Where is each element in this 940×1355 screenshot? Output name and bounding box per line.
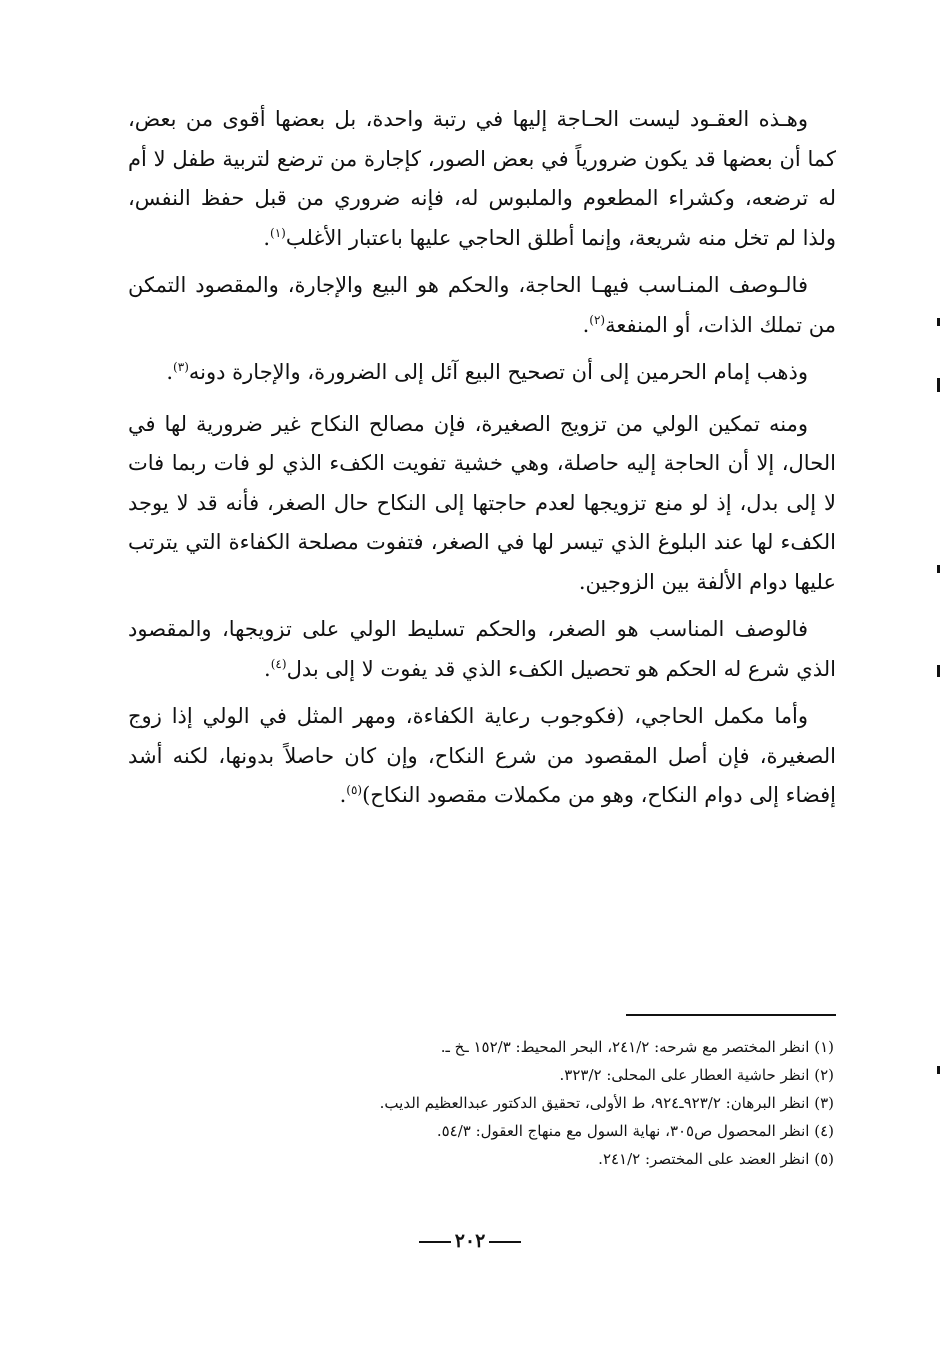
paragraph-4: ومنه تمكين الولي من تزويج الصغيرة، فإن مصالح النكاح غير ضرورية لها في الحال، إلا أن الحاجة إليه حاصلة، وهي خشية تفويت الكفء الذي لو فات ربما فات لا إلى بدل، إذ لو منع تزويجها لعدم حاجتها إلى النكاح حال الصغر، فأنه قد لا يوجد الكفء لها عند البلوغ الذي تيسر لها في الصغر، فتفوت مصلحة الكفاءة التي يترتب عليها دوام الألفة بين الزوجين. [128, 411, 836, 594]
footnote-ref-1[interactable]: (١) [270, 225, 286, 240]
paragraph-6: وأما مكمل الحاجي، (فكوجوب رعاية الكفاءة، ومهر المثل في الولي إذا زوج الصغيرة، فإن أصل المقصود من شرع النكاح، وإن كان حاصلاً بدونها، لكنه أشد إفضاء إلى دوام النكاح، وهو من مكملات مقصود النكاح)$^{(٥)}$. [128, 704, 836, 807]
page-number: ٢٠٢ [0, 1230, 940, 1252]
footnote-2: (٢) انظر حاشية العطار على المحلى: ٣٢٣/٢. [559, 1066, 834, 1084]
footnote-ref-3[interactable]: (٣) [173, 360, 189, 374]
footnote-3: (٣) انظر البرهان: ٩٢٣/٢ـ٩٢٤، ط الأولى، تحقيق الدكتور عبدالعظيم الديب. [379, 1094, 834, 1112]
footnote-4: (٤) انظر المحصول ص٣٠٥، نهاية السول مع منهاج العقول: ٥٤/٣. [436, 1122, 834, 1140]
footnote-separator [626, 1014, 836, 1016]
page-number-dash-left [419, 1241, 451, 1243]
page-number-dash-right [489, 1241, 521, 1243]
paragraph-2: فالـوصف المنـاسب فيهـا الحاجة، والحكم هو البيع والإجارة، والمقصود التمكن من تملك الذات، أو المنفعة$^{(٢)}$. [128, 273, 836, 337]
footnote-ref-2[interactable]: (٢) [589, 312, 606, 327]
paragraph-5: فالوصف المناسب هو الصغر، والحكم تسليط الولي على تزويجها، والمقصود الذي شرع له الحكم هو تحصيل الكفء الذي قد يفوت لا إلى بدل$^{(٤)}$. [128, 617, 836, 681]
footnotes [128, 1033, 834, 1173]
paragraph-3: وذهب إمام الحرمين إلى أن تصحيح البيع آئل إلى الضرورة، والإجارة دونه$^{(٣)}$. [166, 360, 808, 384]
footnote-ref-5[interactable]: (٥) [346, 783, 363, 797]
paragraph-1: وهـذه العقـود ليست الحـاجة إليها في رتبة واحدة، بل بعضها أقوى من بعض، كما أن بعضها قد يكون ضرورياً في بعض الصور، كإجارة من ترضع لتربية طفل لا أم له ترضعه، وكشراء المطعوم والملبوس له، فإنه ضروري من قبل حفظ النفس، ولذا لم تخل منه شريعة، وإنما أطلق الحاجي عليها باعتبار الأغلب$^{(١)}$. [128, 107, 836, 250]
footnote-ref-4[interactable]: (٤) [270, 656, 287, 671]
main-text [128, 100, 836, 828]
footnote-5: (٥) انظر العضد على المختصر: ٢٤١/٢. [598, 1150, 834, 1168]
footnote-1: (١) انظر المختصر مع شرحه: ٢٤١/٢، البحر المحيط: ١٥٢/٣ ـخ ـ. [440, 1038, 834, 1056]
